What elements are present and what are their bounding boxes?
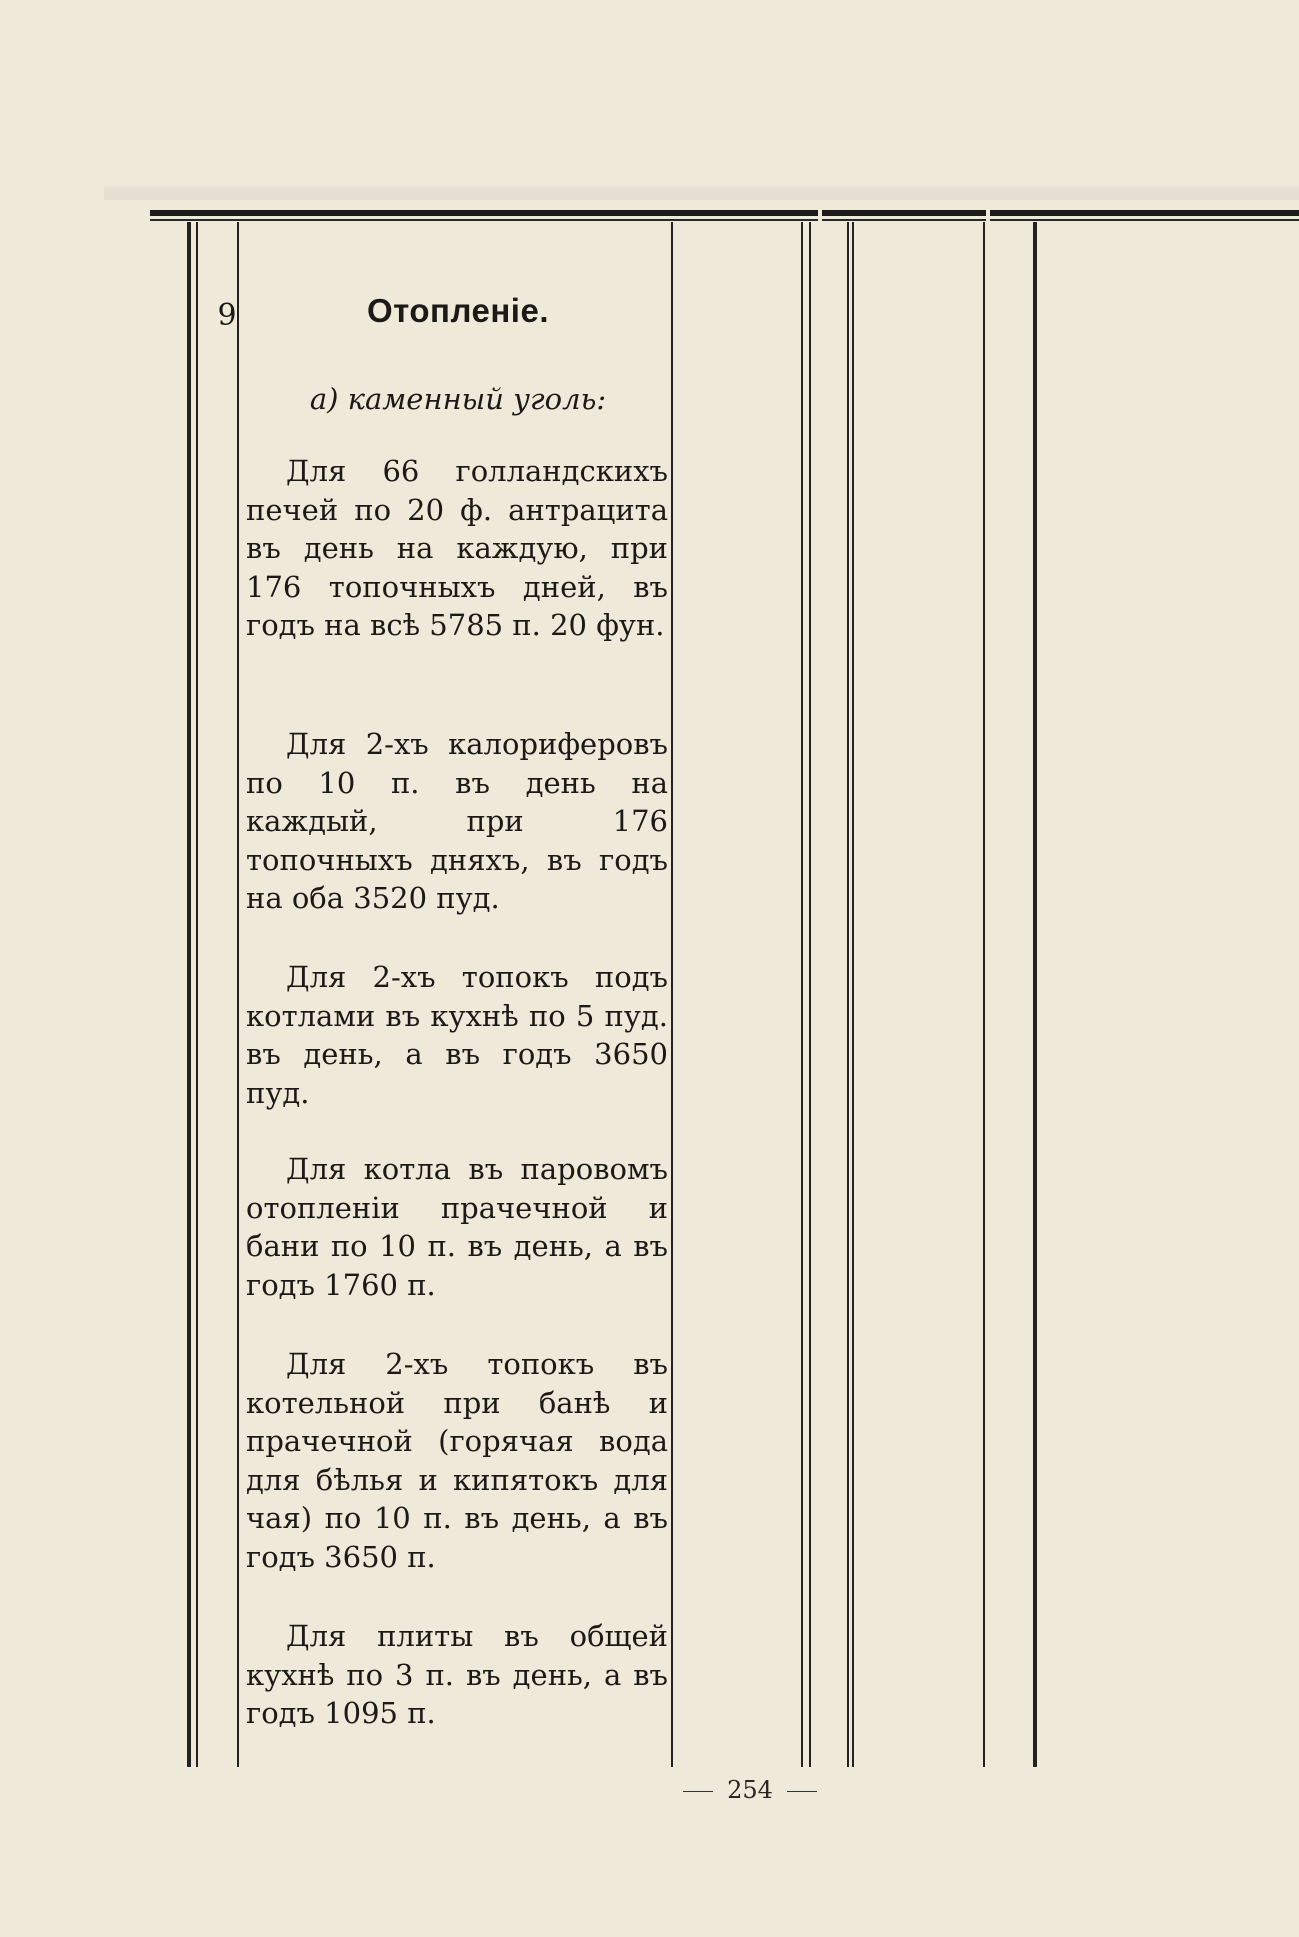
bleed-through-band [104,186,1299,200]
column-rule [852,222,854,1767]
column-rule [983,222,985,1767]
section-title: Отопленіе. [367,292,549,329]
subsection-title: а) каменный уголь: [309,382,607,416]
table-top-rule-thin [150,219,1299,221]
column-rule [237,222,239,1767]
entry-dutch-stoves: Для 66 голландскихъ печей по 20 ф. антрацита въ день на каждую, при 176 топочныхъ дней, въ годъ на всѣ 5785 п. 20 фун. [246,454,668,642]
entry-common-kitchen: Для плиты въ общей кухнѣ по 3 п. въ день, а въ годъ 1095 п. [246,1619,668,1730]
table-top-rule [150,210,1299,216]
column-rule [801,222,803,1767]
page-number: 254 [660,1776,840,1804]
entry-calorifers: Для 2-хъ калориферовъ по 10 п. въ день на каждый, при 176 топочныхъ дняхъ, въ годъ на оба 3520 пуд. [246,727,668,915]
column-rule [187,222,191,1767]
column-rule [671,222,673,1767]
entry-steam-heating: Для котла въ паровомъ отопленіи прачечной и бани по 10 п. въ день, а въ годъ 1760 п. [246,1152,668,1302]
column-rule [847,222,849,1767]
rule-gap [818,208,822,224]
column-rule [196,222,198,1767]
row-number: 9 [217,298,237,333]
entry-kitchen-boilers: Для 2-хъ топокъ подъ котлами въ кухнѣ по 5 пуд. въ день, а въ годъ 3650 пуд. [246,960,668,1110]
rule-gap [986,208,990,224]
entry-boiler-room: Для 2-хъ топокъ въ котельной при банѣ и прачечной (горячая вода для бѣлья и кипятокъ для чая) по 10 п. въ день, а въ годъ 3650 п. [246,1347,668,1574]
column-rule [809,222,811,1767]
column-rule [1033,222,1037,1767]
